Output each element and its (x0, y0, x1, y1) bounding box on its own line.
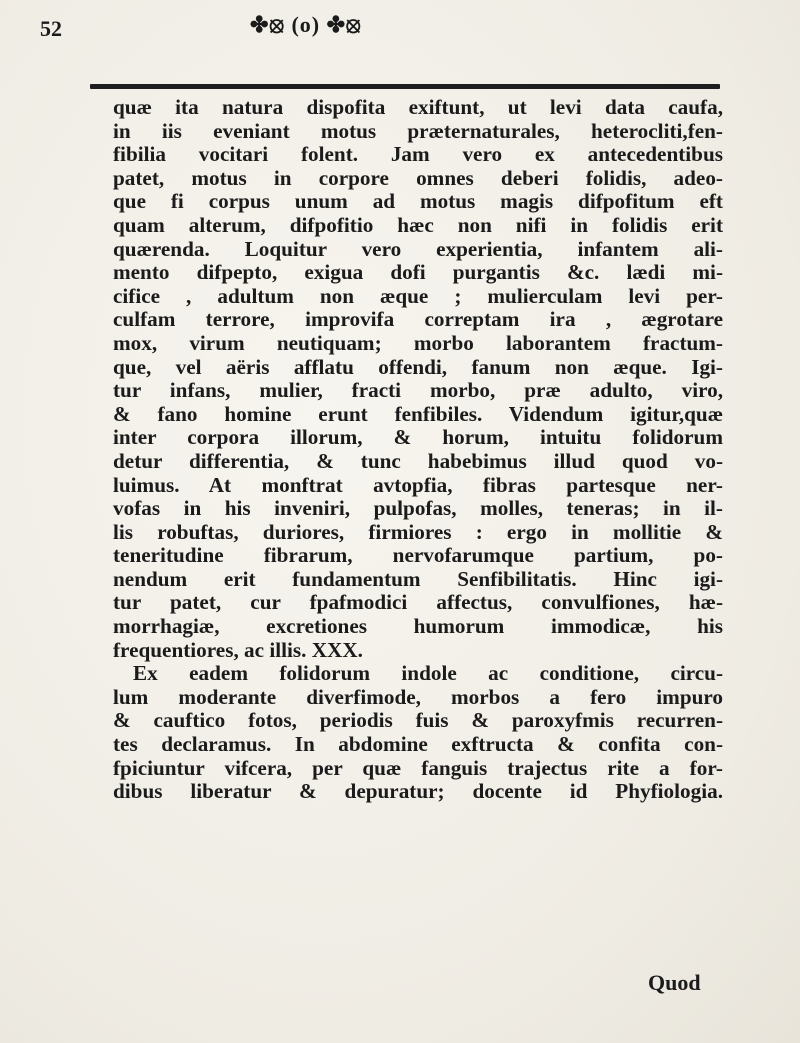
body-text (113, 96, 723, 804)
text-line: morrhagiæ, excretiones humorum immodicæ, his (113, 614, 723, 639)
text-line: fpiciuntur vifcera, per quæ fanguis trajectus rite a for- (113, 755, 723, 780)
text-line: nendum erit fundamentum Senfibilitatis. Hinc igi- (113, 566, 723, 591)
text-line: tes declaramus. In abdomine exftructa & confita con- (113, 732, 723, 757)
text-line: & fano homine erunt fenfibiles. Videndum igitur,quæ (113, 401, 723, 426)
catchword: Quod (648, 970, 701, 995)
text-line: detur differentia, & tunc habebimus illud quod vo- (113, 448, 723, 473)
text-line: que fi corpus unum ad motus magis difpofitum eft (113, 189, 723, 214)
header-rule (90, 84, 720, 89)
text-line: que, vel aëris afflatu offendi, fanum non æque. Igi- (113, 354, 723, 379)
text-line: patet, motus in corpore omnes deberi folidis, adeo- (113, 165, 723, 190)
page-number: 52 (40, 16, 62, 41)
text-line: quam alterum, difpofitio hæc non nifi in folidis erit (113, 212, 723, 237)
text-line: dibus liberatur & depuratur; docente id Phyfiologia. (113, 779, 723, 804)
text-line: in iis eveniant motus præternaturales, heterocliti,fen- (113, 118, 723, 143)
text-line: fibilia vocitari folent. Jam vero ex antecedentibus (113, 142, 723, 167)
text-line: tur infans, mulier, fracti morbo, præ adulto, viro, (113, 378, 723, 403)
page-header (40, 12, 760, 44)
text-line: quærenda. Loquitur vero experientia, infantem ali- (113, 236, 723, 261)
text-line: lis robuftas, duriores, firmiores : ergo in mollitie & (113, 519, 723, 544)
text-line: vofas in his inveniri, pulpofas, molles, teneras; in il- (113, 496, 723, 521)
header-ornament: ✤⦻ (o) ✤⦻ (250, 12, 362, 37)
text-line: culfam terrore, improvifa correptam ira , ægrotare (113, 307, 723, 332)
text-line: mento difpepto, exigua dofi purgantis &c. lædi mi- (113, 260, 723, 285)
text-line: cifice , adultum non æque ; mulierculam levi per- (113, 283, 723, 308)
text-line: luimus. At monftrat avtopfia, fibras partesque ner- (113, 472, 723, 497)
text-line: inter corpora illorum, & horum, intuitu folidorum (113, 425, 723, 450)
text-line: teneritudine fibrarum, nervofarumque partium, po- (113, 543, 723, 568)
text-line: lum moderante diverfimode, morbos a fero impuro (113, 684, 723, 709)
text-line: Ex eadem folidorum indole ac conditione, circu- (133, 661, 723, 686)
text-line: frequentiores, ac illis. XXX. (113, 637, 363, 662)
text-line: & cauftico fotos, periodis fuis & paroxyfmis recurren- (113, 708, 723, 733)
text-line: mox, virum neutiquam; morbo laborantem fractum- (113, 330, 723, 355)
text-line: tur patet, cur fpafmodici affectus, convulfiones, hæ- (113, 590, 723, 615)
text-line: quæ ita natura dispofita exiftunt, ut levi data caufa, (113, 95, 723, 119)
